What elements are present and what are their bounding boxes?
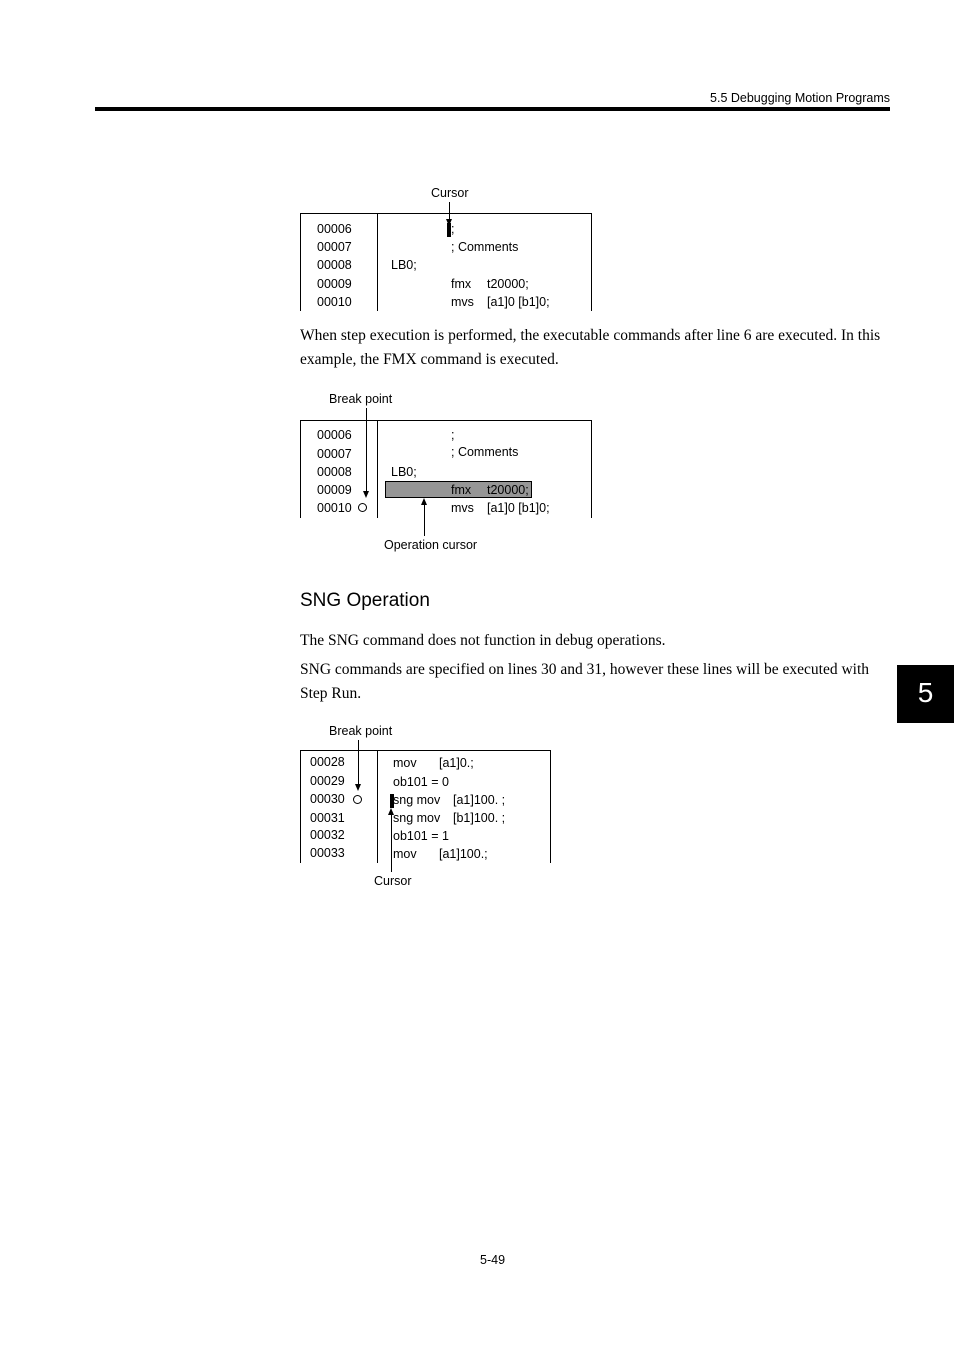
- code-argument: t20000;: [487, 483, 529, 497]
- code-command: mvs: [451, 295, 474, 309]
- line-number: 00008: [317, 465, 352, 479]
- code-argument: [a1]0.;: [439, 756, 474, 770]
- line-number: 00010: [317, 501, 352, 515]
- code-box-top: [300, 213, 592, 214]
- section-heading: SNG Operation: [300, 590, 430, 611]
- code-label: LB0;: [391, 465, 417, 479]
- code-box-left: [300, 213, 301, 311]
- breakpoint-marker-icon: [353, 795, 362, 804]
- breakpoint-arrow-icon: [355, 784, 361, 791]
- code-argument: [a1]0 [b1]0;: [487, 501, 550, 515]
- code-box-right: [550, 750, 551, 863]
- line-number: 00008: [317, 258, 352, 272]
- code-box-divider: [377, 750, 378, 863]
- chapter-tab: 5: [897, 665, 954, 723]
- cursor-label: Cursor: [431, 186, 469, 200]
- body-paragraph: SNG commands are specified on lines 30 and 31, however these lines will be executed with Step Run.: [300, 661, 870, 702]
- code-command: mov: [393, 756, 417, 770]
- code-command: ; Comments: [451, 240, 519, 254]
- line-number: 00031: [310, 811, 345, 825]
- body-paragraph: The SNG command does not function in debug operations.: [300, 632, 666, 649]
- operation-cursor-arrow-icon: [421, 498, 427, 505]
- line-number: 00030: [310, 792, 345, 806]
- cursor-arrow-icon: [388, 808, 394, 815]
- line-number: 00006: [317, 428, 352, 442]
- line-number: 00028: [310, 755, 345, 769]
- code-box-right: [591, 213, 592, 311]
- code-command: ; Comments: [451, 445, 519, 459]
- line-number: 00032: [310, 828, 345, 842]
- code-label: LB0;: [391, 258, 417, 272]
- code-box-left: [300, 420, 301, 518]
- line-number: 00029: [310, 774, 345, 788]
- code-box-left: [300, 750, 301, 863]
- code-command: ;: [451, 222, 455, 236]
- code-command: mvs: [451, 501, 474, 515]
- code-command: mov: [393, 847, 417, 861]
- code-argument: [a1]0 [b1]0;: [487, 295, 550, 309]
- breakpoint-marker-icon: [358, 503, 367, 512]
- code-argument: [a1]100.;: [439, 847, 488, 861]
- operation-cursor-pointer-line: [424, 505, 425, 536]
- line-number: 00009: [317, 277, 352, 291]
- code-argument: [a1]100. ;: [453, 793, 506, 807]
- running-header: 5.5 Debugging Motion Programs: [710, 91, 890, 105]
- code-box-divider: [377, 213, 378, 311]
- page-number: 5-49: [480, 1253, 506, 1267]
- code-argument: [b1]100. ;: [453, 811, 506, 825]
- code-command: ob101 = 1: [393, 829, 449, 843]
- line-number: 00006: [317, 222, 352, 236]
- breakpoint-arrow-icon: [363, 491, 369, 498]
- line-number: 00007: [317, 240, 352, 254]
- cursor-pointer-line: [391, 815, 392, 872]
- cursor-label: Cursor: [374, 874, 412, 888]
- code-command: sng mov: [393, 811, 441, 825]
- line-number: 00007: [317, 447, 352, 461]
- code-box-right: [591, 420, 592, 518]
- operation-cursor-label: Operation cursor: [384, 538, 478, 552]
- code-box-top: [300, 420, 592, 421]
- code-box-divider: [377, 420, 378, 518]
- code-command: fmx: [451, 483, 472, 497]
- code-command: ;: [451, 428, 455, 442]
- cursor-pointer-line: [449, 202, 450, 220]
- code-command: ob101 = 0: [393, 775, 449, 789]
- code-command: sng mov: [393, 793, 441, 807]
- breakpoint-label: Break point: [329, 724, 393, 738]
- body-paragraph: When step execution is performed, the executable commands after line 6 are executed. In this example, the FMX command is executed.: [300, 327, 881, 368]
- code-box-top: [300, 750, 551, 751]
- breakpoint-label: Break point: [329, 392, 393, 406]
- line-number: 00033: [310, 846, 345, 860]
- code-command: fmx: [451, 277, 472, 291]
- header-rule: [95, 107, 890, 111]
- breakpoint-pointer-line: [358, 740, 359, 785]
- code-argument: t20000;: [487, 277, 529, 291]
- line-number: 00010: [317, 295, 352, 309]
- line-number: 00009: [317, 483, 352, 497]
